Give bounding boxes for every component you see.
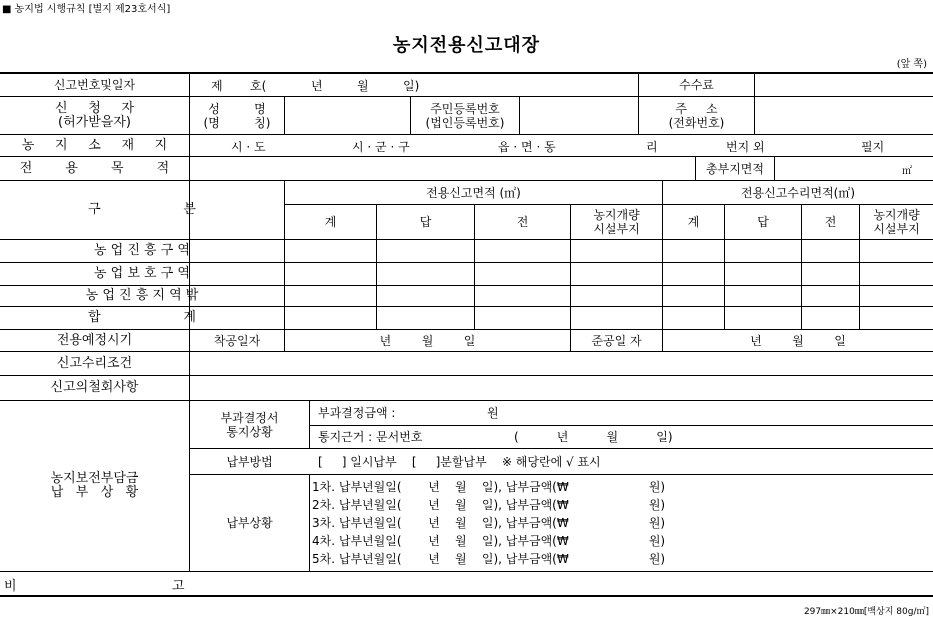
installment-3: 3차. 납부년월일( 년 월 일), 납부금액(₩ 원) — [312, 516, 666, 530]
installment-1: 1차. 납부년월일( 년 월 일), 납부금액(₩ 원) — [312, 480, 666, 494]
payment-method-label: 납부방법 — [226, 454, 273, 469]
notice-status-label — [190, 401, 309, 448]
ho-label: 호( — [250, 79, 267, 93]
start-date-label: 착공일자 — [213, 333, 261, 348]
report-number-date-label: 신고번호및일자 — [53, 77, 136, 92]
row-outside-zone: 농 업 진 흥 지 역 밖 — [85, 288, 199, 303]
notice-status-label-main: 부과결정서 — [220, 410, 279, 425]
conversion-purpose-field[interactable] — [190, 157, 695, 180]
installment-4: 4차. 납부년월일( 년 월 일), 납부금액(₩ 원) — [312, 534, 666, 548]
col-field-accepted: 전 — [824, 215, 837, 229]
name-field[interactable] — [285, 97, 410, 134]
col-improvement-accepted-sub: 시설부지 — [873, 222, 920, 236]
conversion-purpose-label: 전 용 목 적 — [19, 160, 170, 176]
address-label-main: 주 소 — [675, 101, 718, 116]
ri-label: 리 — [646, 140, 658, 154]
burden-charge-label-sub: 납 부 상 황 — [50, 485, 139, 500]
fee-label: 수수료 — [679, 77, 714, 92]
payment-method-options[interactable]: [ ] 일시납부 [ ]분할납부 ※ 해당란에 √ 표시 — [318, 454, 601, 469]
id-number-label-sub: (법인등록번호) — [425, 115, 505, 130]
farmland-location-label: 농 지 소 재 지 — [21, 137, 168, 153]
id-number-field[interactable] — [520, 97, 638, 134]
name-label-main: 성 명 — [208, 101, 266, 116]
col-total: 계 — [324, 215, 337, 229]
end-date-field[interactable]: 년 월 일 — [750, 333, 846, 348]
total-area-unit: ㎡ — [902, 166, 912, 177]
col-total-accepted: 계 — [687, 215, 700, 229]
id-number-label-main: 주민등록번호 — [430, 101, 500, 116]
row-protection-zone: 농 업 보 호 구 역 — [93, 266, 190, 281]
row-promotion-zone: 농 업 진 흥 구 역 — [93, 243, 190, 258]
sigungu-label: 시 · 군 · 구 — [352, 140, 410, 154]
start-date-field[interactable]: 년 월 일 — [379, 333, 476, 348]
je-label: 제 — [211, 79, 223, 93]
acceptance-conditions-label: 신고수리조건 — [56, 355, 133, 371]
name-label-sub: (명 칭) — [203, 115, 271, 130]
planned-period-label: 전용예정시기 — [56, 332, 133, 348]
payment-status-label: 납부상황 — [226, 516, 273, 530]
end-date-label: 준공일 자 — [591, 333, 642, 348]
col-paddy-accepted: 답 — [757, 215, 769, 229]
col-improvement-accepted — [860, 205, 933, 239]
remarks-label-b: 고 — [172, 579, 185, 594]
col-paddy: 답 — [419, 215, 432, 229]
col-improvement — [571, 205, 662, 239]
col-field: 전 — [516, 215, 529, 229]
accepted-area-header: 전용신고수리면적(㎡) — [740, 185, 856, 200]
withdrawal-field[interactable] — [190, 376, 933, 400]
name-label — [190, 97, 284, 134]
notice-basis: 통지근거 : 문서번호 ( 년 월 일) — [318, 430, 673, 444]
sido-label: 시 · 도 — [231, 140, 266, 154]
paper-spec: 297㎜×210㎜[백상지 80g/㎡] — [803, 607, 929, 617]
year-label: 년 — [311, 79, 323, 93]
col-improvement-sub: 시설부지 — [593, 222, 640, 236]
acceptance-conditions-field[interactable] — [190, 352, 933, 375]
applicant-label — [0, 97, 189, 134]
address-label-sub: (전화번호) — [668, 115, 725, 130]
day-label: 일) — [403, 79, 420, 93]
address-field[interactable] — [755, 97, 933, 134]
category-header: 구 분 — [88, 202, 196, 217]
month-label: 월 — [357, 79, 369, 93]
burden-charge-label — [0, 401, 189, 571]
applicant-label-sub: (허가받을자) — [58, 114, 131, 130]
burden-charge-label-main: 농지보전부담금 — [50, 471, 139, 486]
address-label — [639, 97, 754, 134]
reported-area-header: 전용신고면적 (㎡) — [426, 185, 521, 200]
remarks-field[interactable] — [190, 572, 933, 595]
row-sum: 합 계 — [88, 310, 196, 325]
bunji-label: 번지 외 — [726, 140, 765, 154]
page-side-label: (앞 쪽) — [896, 59, 927, 70]
withdrawal-label: 신고의철회사항 — [50, 380, 139, 395]
pilji-label: 필지 — [861, 140, 885, 154]
form-reference: ■ 농지법 시행규칙 [별지 제23호서식] — [2, 4, 171, 15]
col-improvement-main: 농지개량 — [593, 208, 640, 222]
eupmyeondong-label: 읍 · 면 · 동 — [498, 140, 556, 154]
total-area-label: 총부지면적 — [706, 161, 764, 176]
page-title: 농지전용신고대장 — [392, 35, 541, 56]
installment-5: 5차. 납부년월일( 년 월 일), 납부금액(₩ 원) — [312, 552, 666, 566]
assessed-amount: 부과결정금액 : 원 — [318, 406, 499, 420]
installment-2: 2차. 납부년월일( 년 월 일), 납부금액(₩ 원) — [312, 498, 666, 512]
notice-status-label-sub: 통지상황 — [226, 424, 273, 439]
remarks-label-a: 비 — [4, 579, 17, 594]
applicant-label-main: 신 청 자 — [55, 100, 134, 116]
id-number-label — [411, 97, 519, 134]
fee-field[interactable] — [755, 73, 933, 96]
col-improvement-accepted-main: 농지개량 — [873, 208, 920, 222]
